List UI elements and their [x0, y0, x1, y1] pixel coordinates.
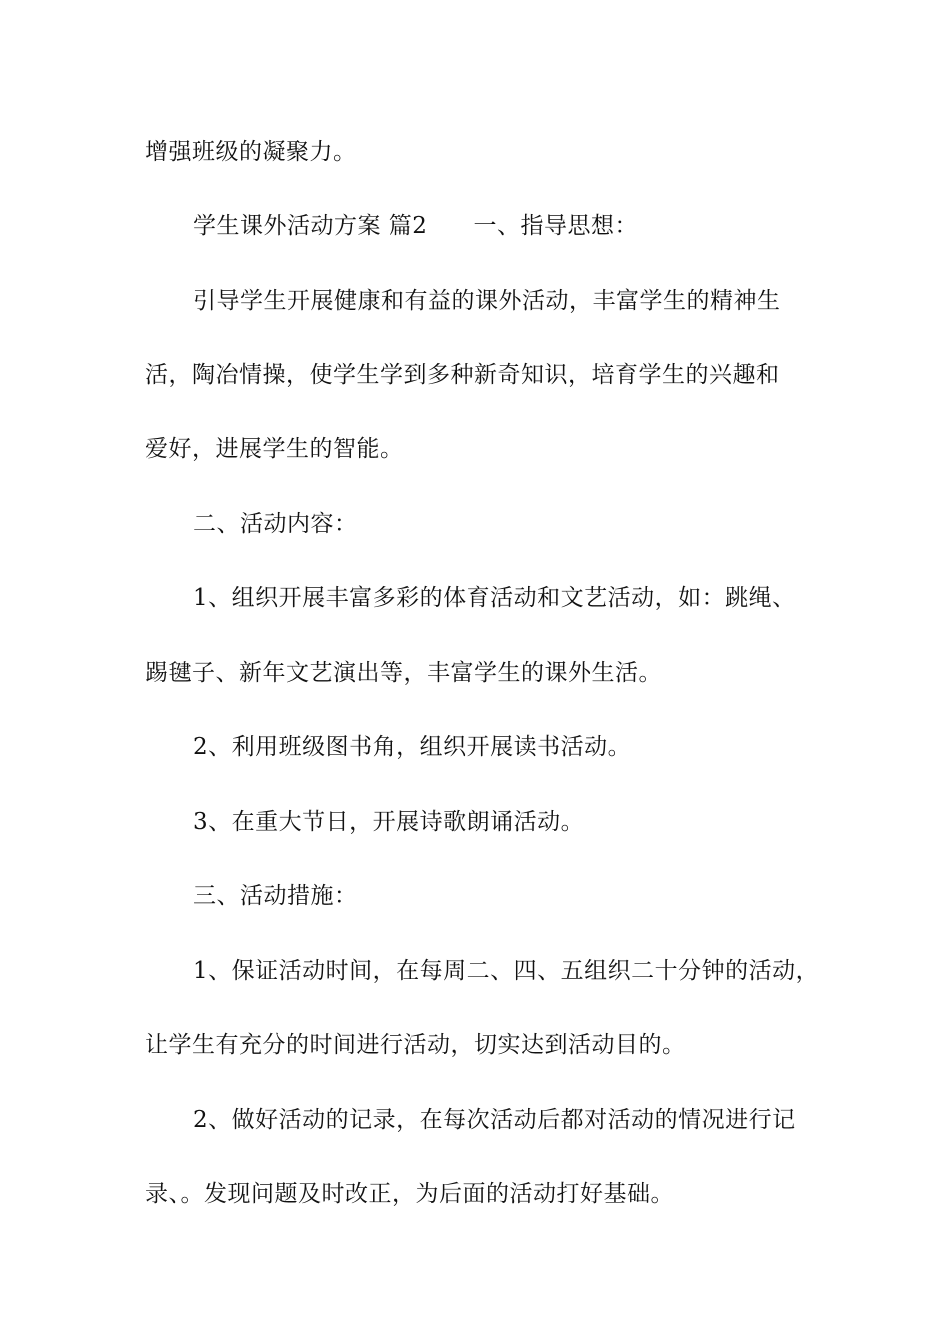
paragraph-line: 1、组织开展丰富多彩的体育活动和文艺活动，如：跳绳、	[193, 585, 796, 611]
heading-activity-measures: 三、活动措施：	[193, 883, 358, 909]
paragraph-line: 增强班级的凝聚力。	[145, 139, 357, 165]
paragraph-line: 踢毽子、新年文艺演出等，丰富学生的课外生活。	[145, 660, 662, 686]
paragraph-line: 1、保证活动时间，在每周二、四、五组织二十分钟的活动，	[193, 958, 820, 984]
paragraph-line: 爱好，进展学生的智能。	[145, 436, 404, 462]
paragraph-line: 2、做好活动的记录，在每次活动后都对活动的情况进行记	[193, 1107, 796, 1133]
heading-activity-content: 二、活动内容：	[193, 511, 358, 537]
paragraph-line: 3、在重大节日，开展诗歌朗诵活动。	[193, 809, 585, 835]
paragraph-line: 引导学生开展健康和有益的课外活动，丰富学生的精神生	[193, 288, 781, 314]
paragraph-line: 2、利用班级图书角，组织开展读书活动。	[193, 734, 632, 760]
paragraph-line: 让学生有充分的时间进行活动，切实达到活动目的。	[145, 1032, 686, 1058]
heading-guiding-thought: 一、指导思想：	[473, 213, 638, 239]
paragraph-line: 录、。发现问题及时改正，为后面的活动打好基础。	[145, 1181, 674, 1207]
section-heading-line	[193, 211, 638, 241]
paragraph-line: 活，陶冶情操，使学生学到多种新奇知识，培育学生的兴趣和	[145, 362, 780, 388]
plan-title: 学生课外活动方案 篇2	[193, 213, 428, 239]
